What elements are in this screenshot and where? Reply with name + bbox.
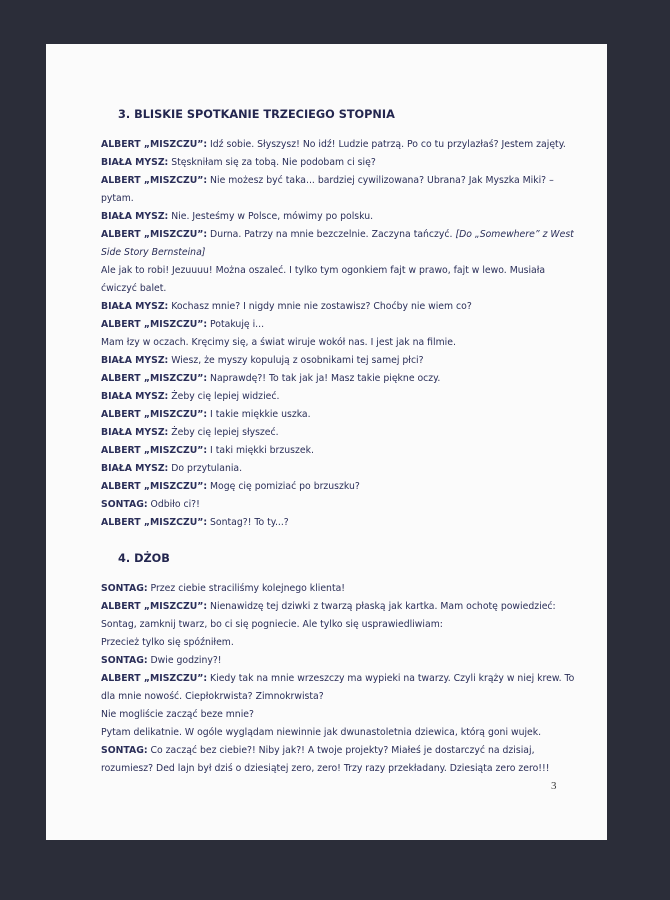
dialogue-line: [101, 370, 591, 388]
dialogue-line: [101, 208, 591, 226]
dialogue-line: [101, 244, 591, 262]
speaker-name: SONTAG:: [101, 499, 148, 510]
dialogue-text: Ale jak to robi! Jezuuuu! Można oszaleć. I tylko tym ogonkiem fajt w prawo, fajt w lewo. Musiała: [101, 265, 546, 276]
speaker-name: ALBERT „MISZCZU”:: [101, 409, 208, 420]
speaker-name: ALBERT „MISZCZU”:: [101, 481, 208, 492]
speaker-name: ALBERT „MISZCZU”:: [101, 139, 208, 150]
dialogue-line: [101, 634, 591, 652]
dialogue-text: Nie. Jesteśmy w Polsce, mówimy po polsku.: [168, 211, 374, 222]
dialogue-text: dla mnie nowość. Ciepłokrwista? Zimnokrwista?: [101, 691, 324, 702]
dialogue-line: [101, 478, 591, 496]
dialogue-text: Sontag, zamknij twarz, bo ci się pogniecie. Ale tylko się usprawiedliwiam:: [101, 619, 443, 630]
speaker-name: ALBERT „MISZCZU”:: [101, 373, 208, 384]
dialogue-line: [101, 154, 591, 172]
dialogue-line: [101, 190, 591, 208]
page-content: [101, 106, 591, 778]
dialogue-line: [101, 688, 591, 706]
dialogue-text: Idź sobie. Słyszysz! No idź! Ludzie patrzą. Po co tu przylazłaś? Jestem zajęty.: [207, 139, 566, 150]
scene3-heading: 3. BLISKIE SPOTKANIE TRZECIEGO STOPNIA: [118, 108, 395, 121]
dialogue-line: [101, 670, 591, 688]
dialogue-line: [101, 760, 591, 778]
dialogue-line: [101, 226, 591, 244]
dialogue-text: Dwie godziny?!: [147, 655, 222, 666]
speaker-name: SONTAG:: [101, 583, 148, 594]
dialogue-line: [101, 334, 591, 352]
speaker-name: BIAŁA MYSZ:: [101, 391, 169, 402]
dialogue-text: Stęskniłam się za tobą. Nie podobam ci się?: [168, 157, 376, 168]
scene3-dialogue: [101, 136, 591, 532]
speaker-name: BIAŁA MYSZ:: [101, 427, 169, 438]
speaker-name: ALBERT „MISZCZU”:: [101, 319, 208, 330]
dialogue-line: [101, 424, 591, 442]
dialogue-text: Durna. Patrzy na mnie bezczelnie. Zaczyna tańczyć.: [207, 229, 456, 240]
dialogue-line: [101, 136, 591, 154]
dialogue-text: Przez ciebie straciliśmy kolejnego klienta!: [147, 583, 346, 594]
page-number: 3: [551, 780, 557, 792]
dialogue-line: [101, 388, 591, 406]
dialogue-line: [101, 262, 591, 280]
dialogue-text: Co zacząć bez ciebie?! Niby jak?! A twoje projekty? Miałeś je dostarczyć na dzisiaj,: [147, 745, 535, 756]
dialogue-line: [101, 616, 591, 634]
stage-direction: Side Story Bernsteina]: [101, 247, 206, 258]
speaker-name: ALBERT „MISZCZU”:: [101, 229, 208, 240]
speaker-name: BIAŁA MYSZ:: [101, 211, 169, 222]
dialogue-text: pytam.: [101, 193, 134, 204]
scene4-heading: 4. DŻOB: [118, 552, 170, 565]
dialogue-text: Nie możesz być taka... bardziej cywilizowana? Ubrana? Jak Myszka Miki? –: [207, 175, 554, 186]
dialogue-line: [101, 706, 591, 724]
speaker-name: ALBERT „MISZCZU”:: [101, 175, 208, 186]
dialogue-line: [101, 280, 591, 298]
dialogue-text: I taki miękki brzuszek.: [207, 445, 314, 456]
dialogue-line: [101, 742, 591, 760]
dialogue-text: Sontag?! To ty...?: [207, 517, 289, 528]
dialogue-line: [101, 724, 591, 742]
dialogue-text: Kiedy tak na mnie wrzeszczy ma wypieki na twarzy. Czyli krąży w niej krew. To: [207, 673, 575, 684]
dialogue-line: [101, 496, 591, 514]
dialogue-text: Naprawdę?! To tak jak ja! Masz takie piękne oczy.: [207, 373, 441, 384]
dialogue-line: [101, 652, 591, 670]
dialogue-text: rozumiesz? Ded lajn był dziś o dziesiątej zero, zero! Trzy razy przekładany. Dziesiąta zero zero!!!: [101, 763, 550, 774]
dialogue-line: [101, 298, 591, 316]
dialogue-line: [101, 580, 591, 598]
dialogue-text: Potakuję i...: [207, 319, 265, 330]
dialogue-line: [101, 352, 591, 370]
dialogue-line: [101, 316, 591, 334]
dialogue-line: [101, 514, 591, 532]
dialogue-text: Pytam delikatnie. W ogóle wyglądam niewinnie jak dwunastoletnia dziewica, którą goni wujek.: [101, 727, 542, 738]
dialogue-text: Nienawidzę tej dziwki z twarzą płaską jak kartka. Mam ochotę powiedzieć:: [207, 601, 556, 612]
document-page: [46, 44, 607, 840]
dialogue-text: Żeby cię lepiej widzieć.: [168, 391, 280, 402]
speaker-name: BIAŁA MYSZ:: [101, 301, 169, 312]
dialogue-line: [101, 598, 591, 616]
speaker-name: ALBERT „MISZCZU”:: [101, 673, 208, 684]
dialogue-text: Nie mogliście zacząć beze mnie?: [101, 709, 254, 720]
speaker-name: ALBERT „MISZCZU”:: [101, 517, 208, 528]
dialogue-text: Mam łzy w oczach. Kręcimy się, a świat wiruje wokół nas. I jest jak na filmie.: [101, 337, 456, 348]
speaker-name: SONTAG:: [101, 745, 148, 756]
speaker-name: BIAŁA MYSZ:: [101, 157, 169, 168]
dialogue-text: Mogę cię pomiziać po brzuszku?: [207, 481, 360, 492]
scene4-dialogue: [101, 580, 591, 778]
speaker-name: BIAŁA MYSZ:: [101, 463, 169, 474]
dialogue-text: Przecież tylko się spóźniłem.: [101, 637, 234, 648]
dialogue-text: ćwiczyć balet.: [101, 283, 167, 294]
speaker-name: SONTAG:: [101, 655, 148, 666]
dialogue-line: [101, 172, 591, 190]
speaker-name: ALBERT „MISZCZU”:: [101, 445, 208, 456]
dialogue-text: Kochasz mnie? I nigdy mnie nie zostawisz? Choćby nie wiem co?: [168, 301, 472, 312]
dialogue-text: I takie miękkie uszka.: [207, 409, 311, 420]
speaker-name: ALBERT „MISZCZU”:: [101, 601, 208, 612]
stage-direction: [Do „Somewhere” z West: [455, 229, 574, 240]
dialogue-line: [101, 460, 591, 478]
speaker-name: BIAŁA MYSZ:: [101, 355, 169, 366]
dialogue-text: Wiesz, że myszy kopulują z osobnikami tej samej płci?: [168, 355, 424, 366]
dialogue-line: [101, 442, 591, 460]
dialogue-text: Do przytulania.: [168, 463, 243, 474]
dialogue-text: Żeby cię lepiej słyszeć.: [168, 427, 279, 438]
dialogue-line: [101, 406, 591, 424]
dialogue-text: Odbiło ci?!: [147, 499, 200, 510]
